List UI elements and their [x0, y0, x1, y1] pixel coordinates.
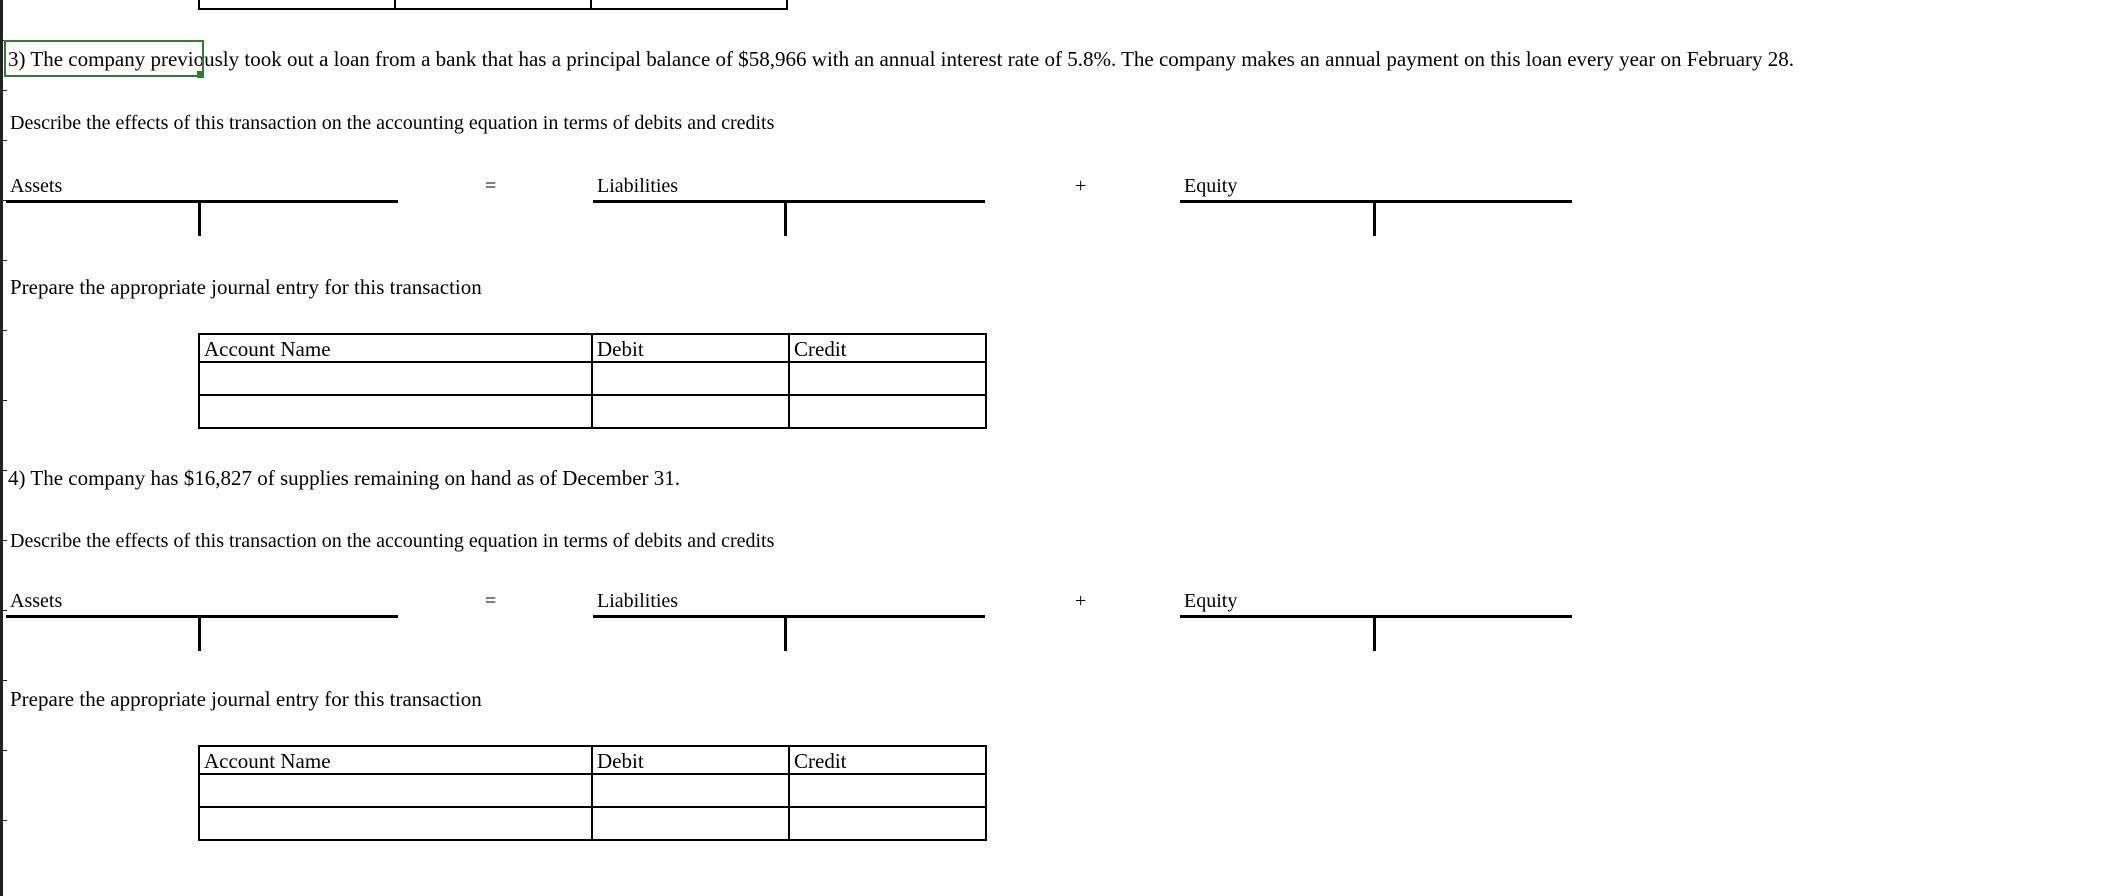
header-account-name[interactable]: Account Name: [199, 746, 592, 774]
liabilities-label-4: Liabilities: [597, 590, 679, 612]
row-tick: [0, 260, 7, 261]
plus-sign-4: +: [1075, 590, 1087, 612]
header-debit[interactable]: Debit: [592, 746, 789, 774]
equity-t-account-top: [1180, 200, 1572, 203]
table-header-row: [199, 334, 986, 362]
journal-entry-table-3: [198, 333, 987, 429]
credit-cell[interactable]: [789, 395, 986, 428]
selected-cell[interactable]: [4, 40, 204, 77]
table-cell[interactable]: [591, 0, 787, 9]
assets-t-account-top: [6, 200, 398, 203]
row-tick: [0, 330, 7, 331]
liabilities-t-account-top: [593, 200, 985, 203]
plus-sign-3: +: [1075, 175, 1087, 197]
fill-handle[interactable]: [197, 71, 204, 78]
account-name-cell[interactable]: [199, 362, 592, 395]
equity-label-3: Equity: [1184, 175, 1238, 197]
liabilities-t-account-top: [593, 615, 985, 618]
row-tick: [0, 470, 7, 471]
equity-label-4: Equity: [1184, 590, 1238, 612]
header-debit[interactable]: Debit: [592, 334, 789, 362]
header-credit[interactable]: Credit: [789, 334, 986, 362]
table-row: [199, 395, 986, 428]
debit-cell[interactable]: [592, 395, 789, 428]
liabilities-label-3: Liabilities: [597, 175, 679, 197]
row-tick: [0, 400, 7, 401]
row-tick: [0, 540, 7, 541]
row-tick: [0, 820, 7, 821]
account-name-cell[interactable]: [199, 807, 592, 840]
liabilities-t-account-stem: [784, 615, 787, 651]
row-tick: [0, 610, 7, 611]
credit-cell[interactable]: [789, 774, 986, 807]
table-row: [199, 774, 986, 807]
previous-table-fragment: [198, 0, 788, 10]
header-credit[interactable]: Credit: [789, 746, 986, 774]
row-gutter: [0, 0, 3, 896]
row-tick: [0, 680, 7, 681]
debit-cell[interactable]: [592, 774, 789, 807]
table-cell[interactable]: [395, 0, 591, 9]
transaction-4-prompt: 4) The company has $16,827 of supplies remaining on hand as of December 31.: [8, 466, 681, 490]
table-row: [199, 362, 986, 395]
describe-label-3: Describe the effects of this transaction on the accounting equation in terms of debits and credits: [10, 112, 775, 134]
equals-sign-4: =: [485, 590, 497, 612]
debit-cell[interactable]: [592, 807, 789, 840]
equity-t-account-top: [1180, 615, 1572, 618]
journal-entry-table-4: [198, 745, 987, 841]
journal-label-3: Prepare the appropriate journal entry for this transaction: [10, 275, 482, 299]
debit-cell[interactable]: [592, 362, 789, 395]
account-name-cell[interactable]: [199, 395, 592, 428]
transaction-3-prompt: 3) The company previously took out a loan from a bank that has a principal balance of $58,966 with an annual interest rate of 5.8%. The company makes an annual payment on this loan every year on February 28.: [8, 47, 1795, 71]
row-tick: [0, 750, 7, 751]
assets-label-3: Assets: [10, 175, 63, 197]
row-tick: [0, 140, 7, 141]
table-row: [199, 807, 986, 840]
table-header-row: [199, 746, 986, 774]
equity-t-account-stem: [1373, 200, 1376, 236]
describe-label-4: Describe the effects of this transaction on the accounting equation in terms of debits and credits: [10, 530, 775, 552]
assets-t-account-stem: [198, 200, 201, 236]
journal-label-4: Prepare the appropriate journal entry for this transaction: [10, 687, 482, 711]
assets-t-account-top: [6, 615, 398, 618]
assets-label-4: Assets: [10, 590, 63, 612]
liabilities-t-account-stem: [784, 200, 787, 236]
assets-t-account-stem: [198, 615, 201, 651]
credit-cell[interactable]: [789, 807, 986, 840]
table-cell[interactable]: [199, 0, 395, 9]
equity-t-account-stem: [1373, 615, 1376, 651]
account-name-cell[interactable]: [199, 774, 592, 807]
header-account-name[interactable]: Account Name: [199, 334, 592, 362]
credit-cell[interactable]: [789, 362, 986, 395]
row-tick: [0, 90, 7, 91]
equals-sign-3: =: [485, 175, 497, 197]
